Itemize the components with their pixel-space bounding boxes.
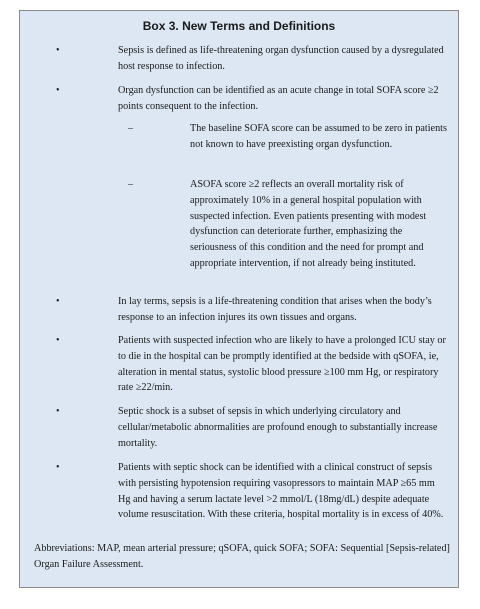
definition-item: Sepsis is defined as life-threatening organ dysfunction caused by a dysregulated host response to infection. [118,45,444,72]
definition-subitem: ASOFA score ≥2 reflects an overall mortality risk of approximately 10% in a general hospital population with suspected infection. Even patients presenting with modest dysfunction can deteriorate further, emphasizing the seriousness of this condition and the need for prompt and appropriate intervention, if not already being instituted. [190,179,427,269]
bullet-icon: • [56,296,60,307]
bullet-icon: • [56,462,60,473]
definition-item: Patients with suspected infection who are likely to have a prolonged ICU stay or to die in the hospital can be promptly identified at the bedside with qSOFA, ie, alteration in mental status, systolic blood pressure ≥100 mm Hg, or respiratory rate ≥22/min. [118,335,446,394]
definition-item: Septic shock is a subset of sepsis in which underlying circulatory and cellular/metabolic abnormalities are profound enough to substantially increase mortality. [118,406,438,449]
definition-item: Patients with septic shock can be identified with a clinical construct of sepsis with persisting hypotension requiring vasopressors to maintain MAP ≥65 mm Hg and having a serum lactate level >2 mmol/L (18mg/dL) despite adequate volume resuscitation. With these criteria, hospital mortality is in excess of 40%. [118,462,444,521]
bullet-icon: • [56,45,60,56]
definition-subitem: The baseline SOFA score can be assumed to be zero in patients not known to have preexisting organ dysfunction. [190,123,447,150]
bullet-icon: • [56,85,60,96]
dash-icon: – [128,179,133,190]
bullet-icon: • [56,335,60,346]
definitions-box [19,10,459,588]
definition-item: Organ dysfunction can be identified as an acute change in total SOFA score ≥2 points consequent to the infection. [118,85,439,112]
box-title: Box 3. New Terms and Definitions [142,19,336,33]
bullet-icon: • [56,406,60,417]
definition-item: In lay terms, sepsis is a life-threatening condition that arises when the body’s response to an infection injures its own tissues and organs. [118,296,432,323]
dash-icon: – [128,123,133,134]
abbreviations-note: Abbreviations: MAP, mean arterial pressure; qSOFA, quick SOFA; SOFA: Sequential [Sepsis-related] Organ Failure Assessment. [34,543,450,570]
